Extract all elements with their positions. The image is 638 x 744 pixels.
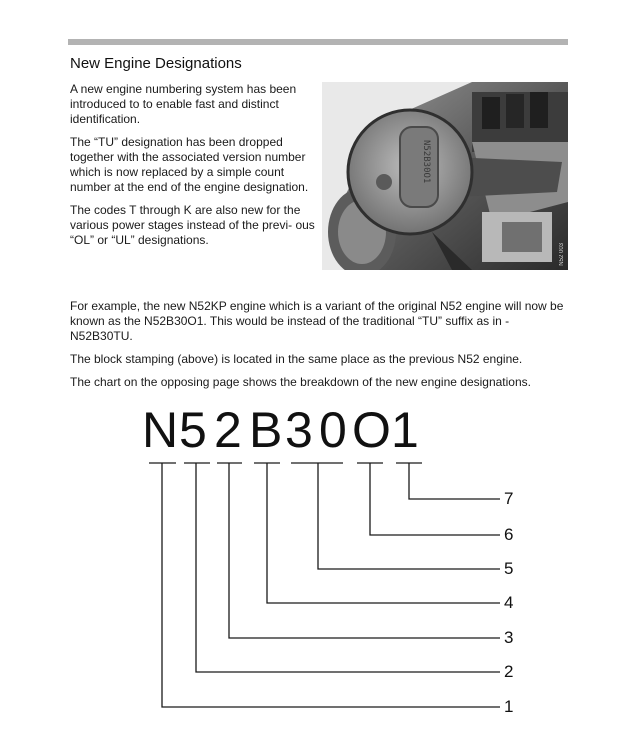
callout-number-3: 3 (504, 628, 514, 647)
callout-number-1: 1 (504, 697, 514, 716)
callout-leader-4 (267, 463, 500, 603)
callout-number-6: 6 (504, 525, 514, 544)
page-title: New Engine Designations (70, 55, 242, 72)
body-paragraph: The block stamping (above) is located in the same place as the previous N52 engine. (70, 352, 523, 366)
body-paragraph: For example, the new N52KP engine which is a variant of the original N52 engine will now be known as the N52B30O1. This would be instead of the traditional “TU” suffix as in - N52B30TU. (70, 299, 564, 343)
intro-paragraph: A new engine numbering system has been introduced to to enable fast and distinct identification. (70, 82, 297, 126)
callout-number-5: 5 (504, 559, 514, 578)
code-char: O (352, 402, 391, 458)
intro-paragraph: The codes T through K are also new for the various power stages instead of the previ- ous “OL” or “UL” designations. (70, 203, 315, 247)
callout-leader-7 (409, 463, 500, 499)
code-char: 2 (214, 402, 242, 458)
code-char: 3 (285, 402, 313, 458)
callout-number-7: 7 (504, 489, 514, 508)
code-char: 0 (319, 402, 347, 458)
code-char: B (249, 402, 283, 458)
intro-paragraph: The “TU” designation has been dropped together with the associated version number which is now replaced by a simple count number at the end of the engine designation. (70, 135, 309, 194)
code-char: N (142, 402, 179, 458)
callout-leader-3 (229, 463, 500, 638)
callout-leader-2 (196, 463, 500, 672)
svg-text:N52B30O1: N52B30O1 (421, 140, 431, 184)
body-paragraph: The chart on the opposing page shows the breakdown of the new engine designations. (70, 375, 531, 389)
callout-number-2: 2 (504, 662, 514, 681)
code-char: 1 (391, 402, 419, 458)
callout-number-4: 4 (504, 593, 514, 612)
code-char: 5 (179, 402, 207, 458)
photo-credit: N52 003 (559, 243, 565, 266)
